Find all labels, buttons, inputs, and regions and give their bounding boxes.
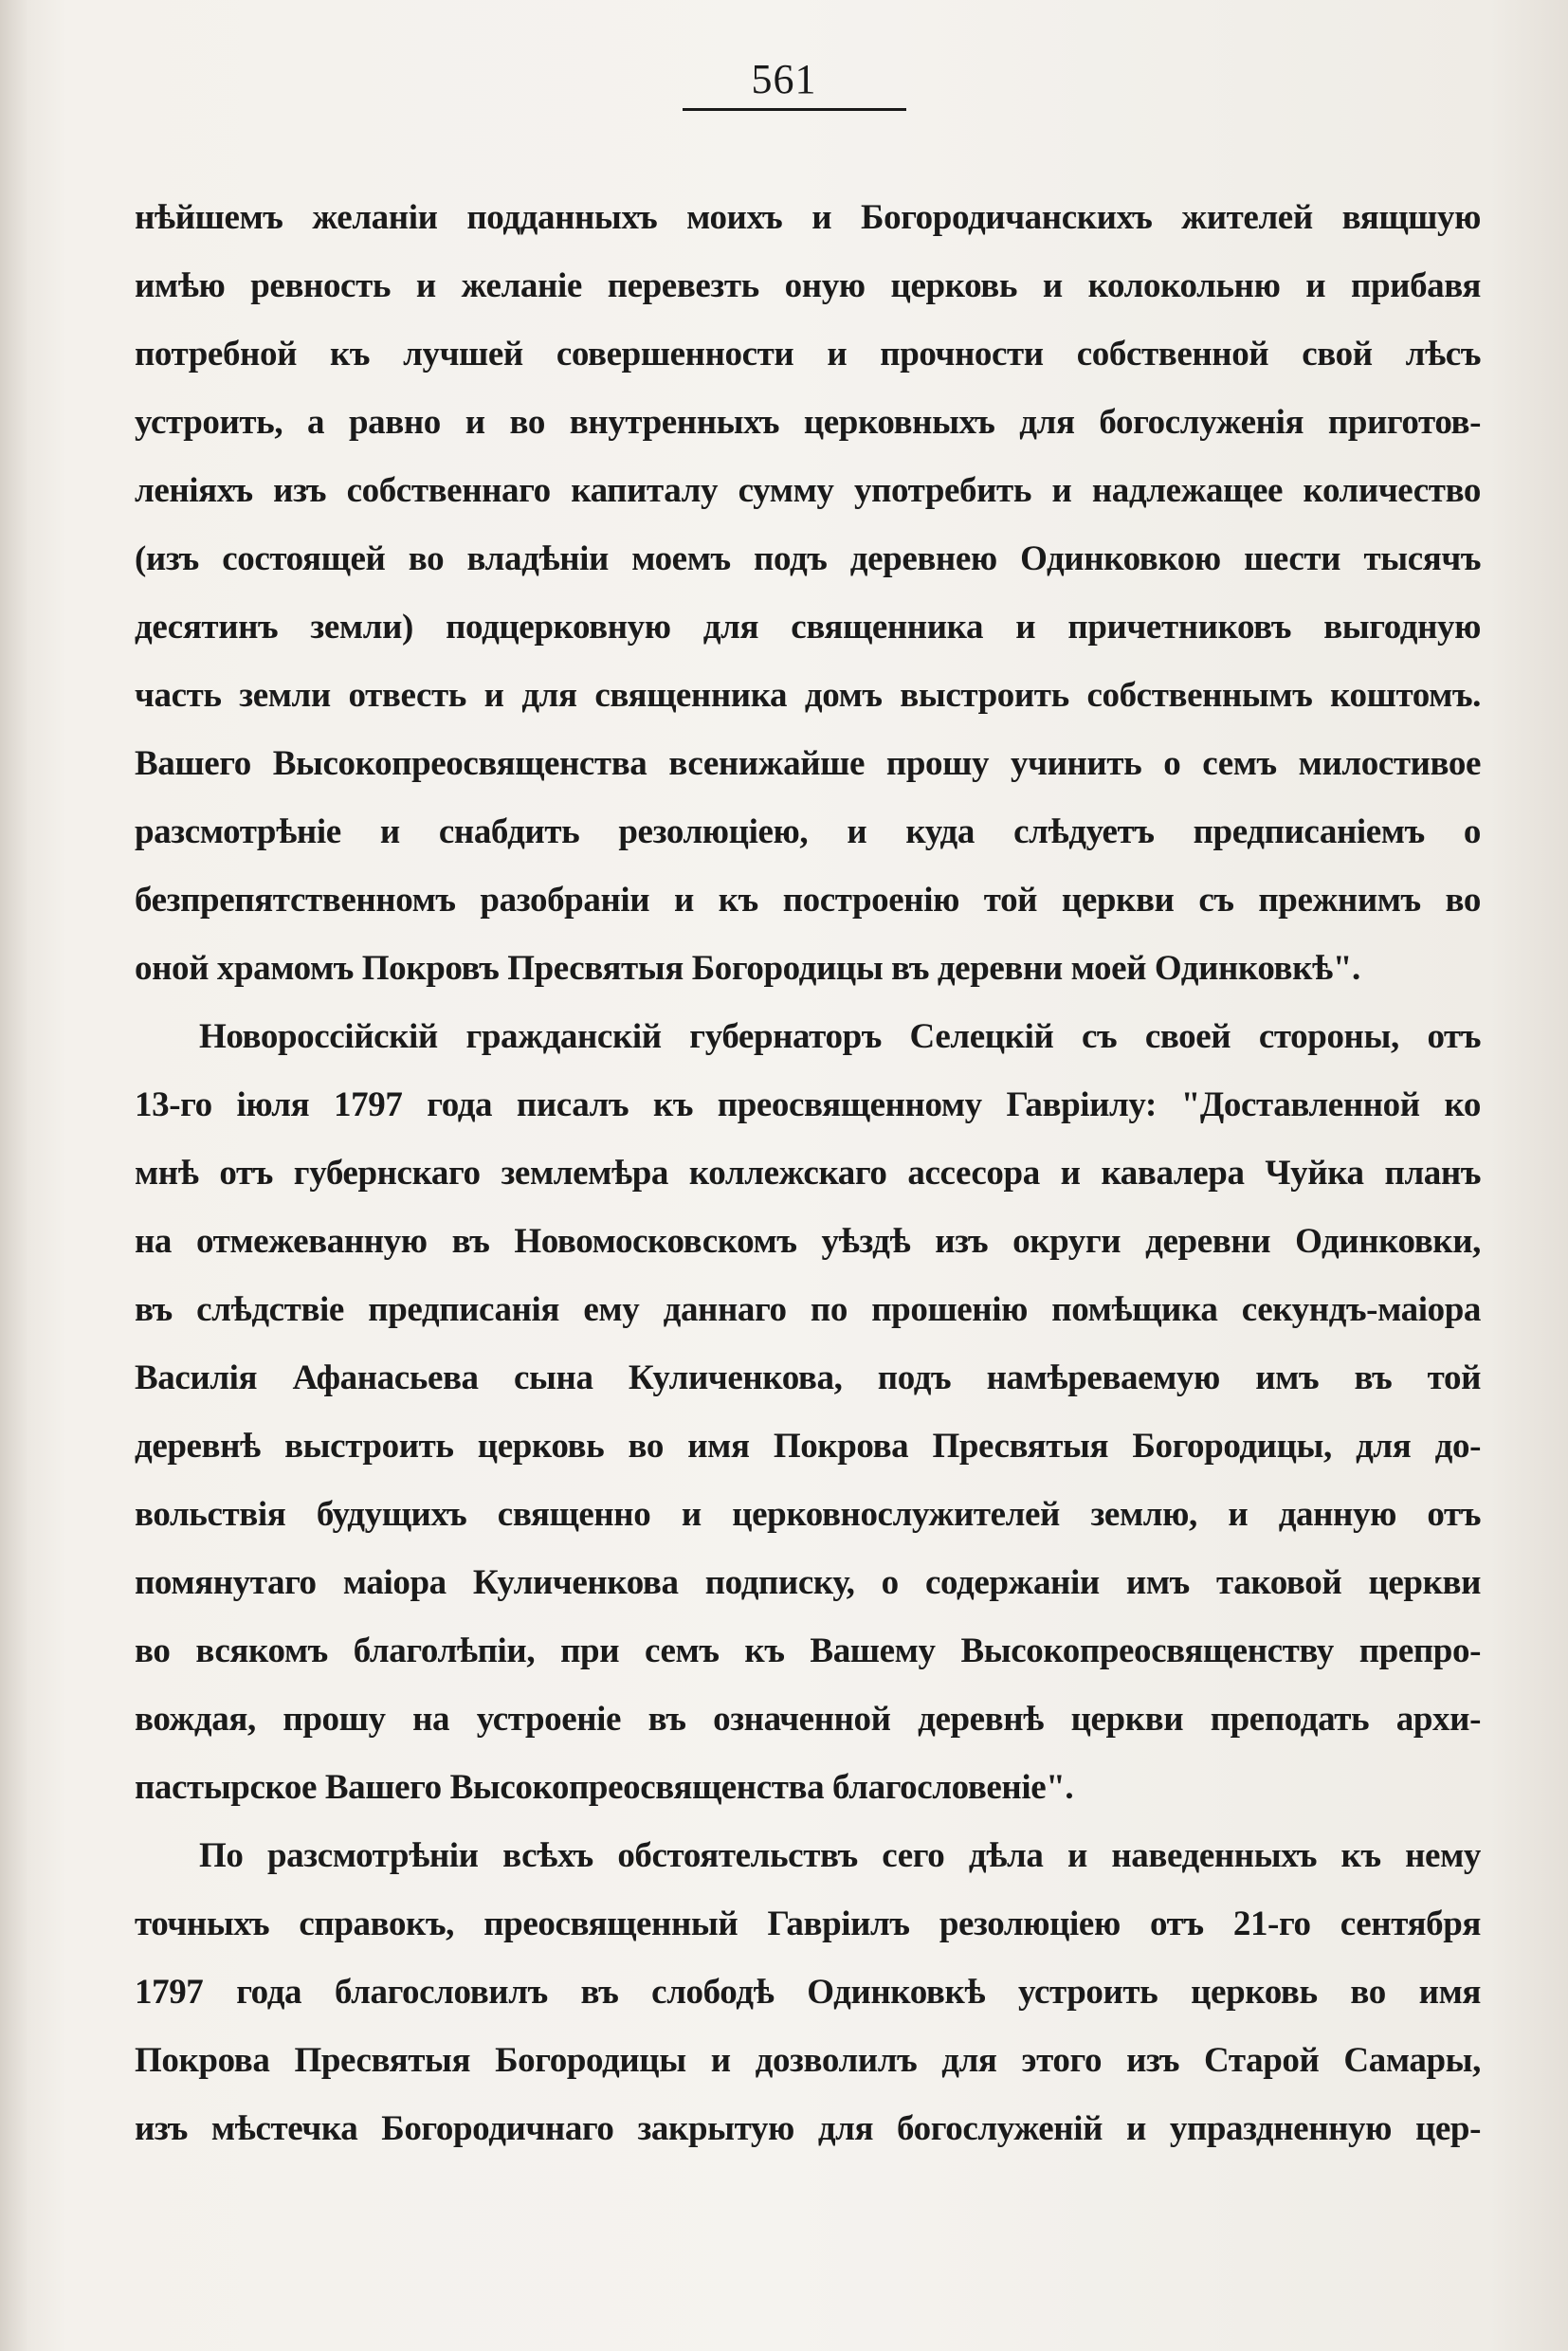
- text-line: Вашего Высокопреосвященства всенижайше прошу учинить о семъ милостивое: [135, 744, 1481, 783]
- text-line: десятинъ земли) подцерковную для священника и причетниковъ выгодную: [135, 608, 1481, 647]
- text-line: устроить, а равно и во внутренныхъ церковныхъ для богослуженія приготов-: [135, 403, 1481, 442]
- page-number: 561: [751, 56, 817, 102]
- text-line: точныхъ справокъ, преосвященный Гавріилъ резолюціею отъ 21-го сентября: [135, 1904, 1481, 1943]
- text-line: леніяхъ изъ собственнаго капиталу сумму употребить и надлежащее количество: [135, 471, 1481, 510]
- text-line: (изъ состоящей во владѣніи моемъ подъ деревнею Одинковкою шести тысячъ: [135, 539, 1481, 578]
- text-line: потребной къ лучшей совершенности и прочности собственной свой лѣсъ: [135, 335, 1481, 374]
- text-line: въ слѣдствіе предписанія ему даннаго по прошенію помѣщика секундъ-маіора: [135, 1290, 1481, 1329]
- text-line: Покрова Пресвятыя Богородицы и дозволилъ для этого изъ Старой Самары,: [135, 2041, 1481, 2080]
- text-line: вождая, прошу на устроеніе въ означенной деревнѣ церкви преподать архи-: [135, 1700, 1481, 1739]
- text-line: 13-го іюля 1797 года писалъ къ преосвященному Гавріилу: "Доставленной ко: [135, 1085, 1481, 1124]
- text-line: на отмежеванную въ Новомосковскомъ уѣздѣ изъ округи деревни Одинковки,: [135, 1222, 1481, 1261]
- paragraph-2: [135, 1003, 1481, 1822]
- text-line: пастырское Вашего Высокопреосвященства благословеніе".: [135, 1768, 1074, 1807]
- paragraph-3: [135, 1822, 1481, 2163]
- text-line: безпрепятственномъ разобраніи и къ построенію той церкви съ прежнимъ во: [135, 881, 1481, 920]
- text-line: часть земли отвесть и для священника домъ выстроить собственнымъ коштомъ.: [135, 676, 1481, 715]
- text-line: вольствія будущихъ священно и церковнослужителей землю, и данную отъ: [135, 1495, 1481, 1534]
- text-line: Василія Афанасьева сына Куличенкова, подъ намѣреваемую имъ въ той: [135, 1358, 1481, 1397]
- text-line: имѣю ревность и желаніе перевезть оную церковь и колокольню и прибавя: [135, 266, 1481, 305]
- text-line: 1797 года благословилъ въ слободѣ Одинковкѣ устроить церковь во имя: [135, 1973, 1481, 2012]
- text-line: помянутаго маіора Куличенкова подписку, о содержаніи имъ таковой церкви: [135, 1563, 1481, 1602]
- text-line: оной храмомъ Покровъ Пресвятыя Богородицы въ деревни моей Одинковкѣ".: [135, 949, 1360, 988]
- page-number-rule: [683, 108, 906, 111]
- text-line: разсмотрѣніе и снабдить резолюціею, и куда слѣдуетъ предписаніемъ о: [135, 812, 1481, 851]
- text-line: нѣйшемъ желаніи подданныхъ моихъ и Богородичанскихъ жителей вящшую: [135, 198, 1481, 237]
- paragraph-1: [135, 184, 1481, 1003]
- text-line: По разсмотрѣніи всѣхъ обстоятельствъ сего дѣла и наведенныхъ къ нему: [199, 1836, 1481, 1875]
- text-line: изъ мѣстечка Богородичнаго закрытую для богослуженій и упраздненную цер-: [135, 2109, 1481, 2148]
- body-text: [135, 184, 1481, 2163]
- text-line: мнѣ отъ губернскаго землемѣра коллежскаго ассесора и кавалера Чуйка планъ: [135, 1154, 1481, 1193]
- text-line: Новороссійскій гражданскій губернаторъ Селецкій съ своей стороны, отъ: [199, 1017, 1481, 1056]
- text-line: деревнѣ выстроить церковь во имя Покрова Пресвятыя Богородицы, для до-: [135, 1427, 1481, 1466]
- text-line: во всякомъ благолѣпіи, при семъ къ Вашему Высокопреосвященству препро-: [135, 1631, 1481, 1670]
